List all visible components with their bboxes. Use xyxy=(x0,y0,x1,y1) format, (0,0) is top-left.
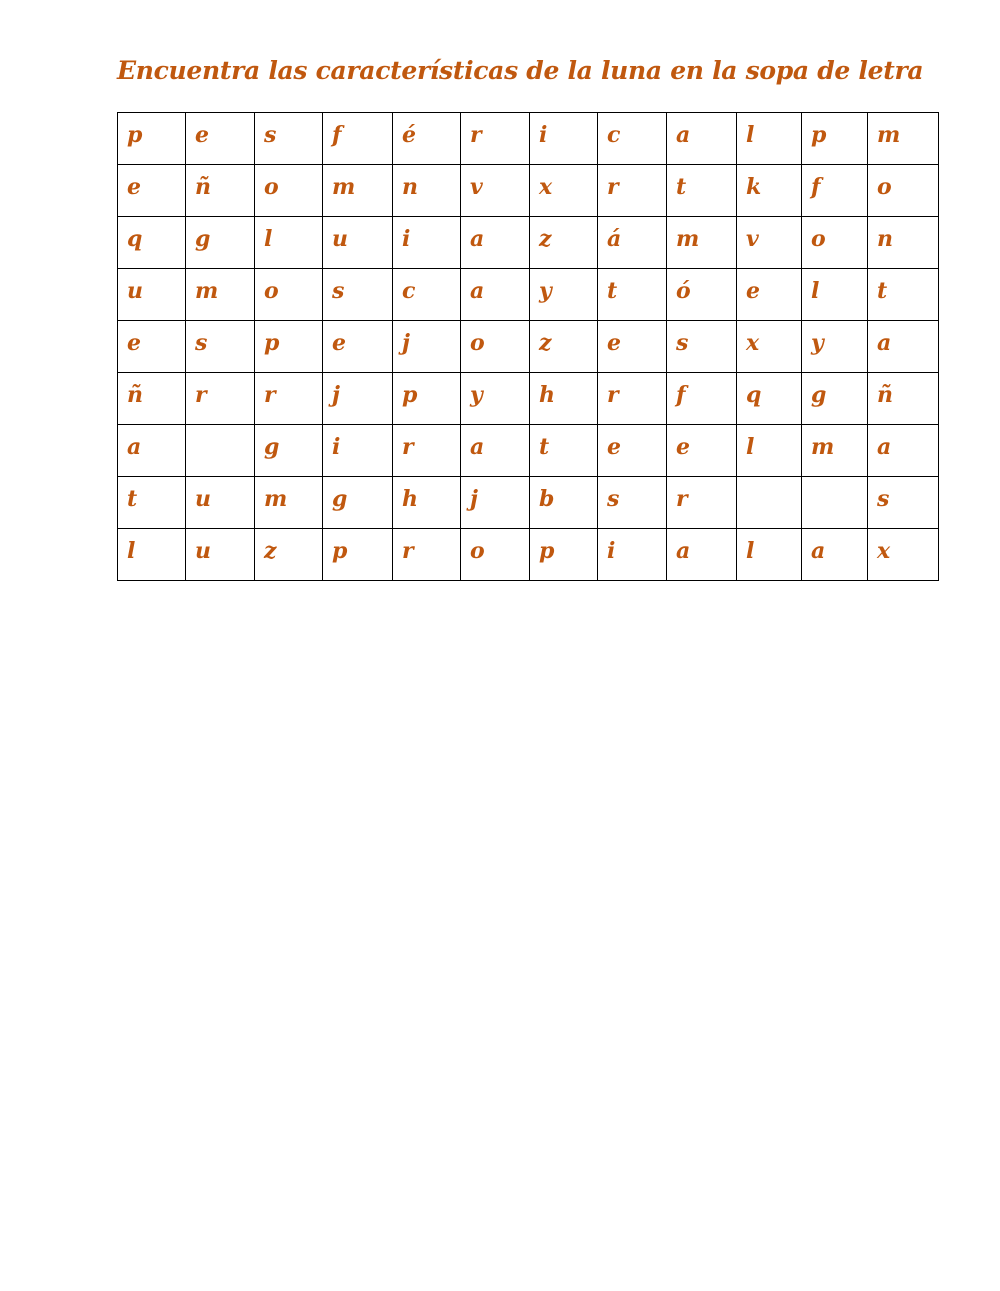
grid-cell[interactable] xyxy=(461,321,530,373)
grid-cell[interactable] xyxy=(255,373,323,425)
grid-letter: m xyxy=(811,433,835,460)
grid-cell[interactable] xyxy=(598,217,667,269)
grid-cell[interactable] xyxy=(323,269,393,321)
grid-cell[interactable] xyxy=(118,269,186,321)
grid-cell[interactable] xyxy=(461,269,530,321)
grid-cell[interactable] xyxy=(802,113,868,165)
grid-cell[interactable] xyxy=(186,425,255,477)
grid-cell[interactable] xyxy=(802,373,868,425)
grid-cell[interactable] xyxy=(598,529,667,581)
grid-cell[interactable] xyxy=(393,477,461,529)
grid-cell[interactable] xyxy=(802,165,868,217)
grid-letter: a xyxy=(470,277,485,304)
grid-letter: ñ xyxy=(195,173,211,200)
grid-cell[interactable] xyxy=(667,373,737,425)
grid-cell[interactable] xyxy=(737,477,802,529)
grid-letter: r xyxy=(264,381,276,408)
grid-letter: v xyxy=(746,225,759,252)
grid-cell[interactable] xyxy=(186,373,255,425)
grid-letter: m xyxy=(332,173,356,200)
grid-cell[interactable] xyxy=(118,217,186,269)
grid-letter: t xyxy=(676,173,687,200)
grid-letter: m xyxy=(195,277,219,304)
grid-cell[interactable] xyxy=(530,321,598,373)
grid-cell[interactable] xyxy=(802,269,868,321)
grid-letter: l xyxy=(746,121,755,148)
grid-letter: n xyxy=(877,225,893,252)
grid-letter: l xyxy=(127,537,136,564)
grid-letter: m xyxy=(264,485,288,512)
grid-letter: o xyxy=(470,537,485,564)
grid-cell[interactable] xyxy=(802,425,868,477)
grid-letter: c xyxy=(402,277,416,304)
grid-cell[interactable] xyxy=(868,113,939,165)
grid-letter: i xyxy=(332,433,341,460)
grid-letter: j xyxy=(332,381,340,408)
grid-cell[interactable] xyxy=(186,477,255,529)
grid-letter: x xyxy=(746,329,760,356)
grid-letter: á xyxy=(607,225,622,252)
grid-cell[interactable] xyxy=(598,373,667,425)
grid-letter: t xyxy=(607,277,618,304)
grid-cell[interactable] xyxy=(186,217,255,269)
grid-cell[interactable] xyxy=(186,113,255,165)
grid-letter: e xyxy=(332,329,346,356)
grid-letter: t xyxy=(127,485,138,512)
grid-row xyxy=(118,217,939,269)
grid-letter: a xyxy=(877,329,892,356)
grid-letter: e xyxy=(676,433,690,460)
grid-letter: y xyxy=(811,329,824,356)
grid-cell[interactable] xyxy=(118,113,186,165)
grid-cell[interactable] xyxy=(737,373,802,425)
grid-row xyxy=(118,269,939,321)
grid-letter: a xyxy=(676,121,691,148)
grid-cell[interactable] xyxy=(323,425,393,477)
grid-cell[interactable] xyxy=(323,477,393,529)
grid-cell[interactable] xyxy=(737,529,802,581)
grid-letter: o xyxy=(877,173,892,200)
grid-cell[interactable] xyxy=(186,165,255,217)
grid-cell[interactable] xyxy=(530,269,598,321)
grid-letter: i xyxy=(607,537,616,564)
grid-cell[interactable] xyxy=(598,113,667,165)
grid-letter: j xyxy=(470,485,478,512)
grid-letter: p xyxy=(811,121,827,148)
grid-letter: e xyxy=(127,329,141,356)
grid-letter: b xyxy=(539,485,555,512)
grid-letter: a xyxy=(877,433,892,460)
grid-cell[interactable] xyxy=(461,477,530,529)
grid-cell[interactable] xyxy=(598,425,667,477)
grid-letter: f xyxy=(676,381,686,408)
grid-cell[interactable] xyxy=(255,217,323,269)
grid-cell[interactable] xyxy=(461,165,530,217)
grid-letter: y xyxy=(539,277,552,304)
grid-cell[interactable] xyxy=(737,425,802,477)
grid-letter: q xyxy=(746,381,762,408)
grid-cell[interactable] xyxy=(598,477,667,529)
grid-cell[interactable] xyxy=(802,321,868,373)
grid-cell[interactable] xyxy=(393,373,461,425)
grid-letter: n xyxy=(402,173,418,200)
grid-cell[interactable] xyxy=(186,269,255,321)
grid-letter: ñ xyxy=(877,381,893,408)
grid-letter: u xyxy=(195,485,211,512)
grid-letter: h xyxy=(539,381,555,408)
grid-cell[interactable] xyxy=(118,373,186,425)
grid-letter: r xyxy=(607,381,619,408)
grid-cell[interactable] xyxy=(868,269,939,321)
grid-letter: g xyxy=(264,433,280,460)
grid-letter: g xyxy=(811,381,827,408)
grid-cell[interactable] xyxy=(186,321,255,373)
grid-letter: s xyxy=(676,329,689,356)
grid-letter: g xyxy=(332,485,348,512)
grid-cell[interactable] xyxy=(667,165,737,217)
grid-letter: l xyxy=(264,225,273,252)
grid-cell[interactable] xyxy=(461,425,530,477)
grid-cell[interactable] xyxy=(255,529,323,581)
grid-cell[interactable] xyxy=(255,113,323,165)
grid-letter: p xyxy=(332,537,348,564)
grid-row xyxy=(118,113,939,165)
grid-cell[interactable] xyxy=(530,425,598,477)
grid-cell[interactable] xyxy=(461,113,530,165)
grid-letter: r xyxy=(607,173,619,200)
grid-letter: u xyxy=(195,537,211,564)
grid-row xyxy=(118,373,939,425)
grid-cell[interactable] xyxy=(255,321,323,373)
grid-cell[interactable] xyxy=(393,425,461,477)
grid-letter: o xyxy=(811,225,826,252)
grid-letter: é xyxy=(402,121,416,148)
grid-cell[interactable] xyxy=(737,165,802,217)
grid-letter: l xyxy=(746,537,755,564)
grid-letter: u xyxy=(332,225,348,252)
grid-letter: u xyxy=(127,277,143,304)
grid-row xyxy=(118,477,939,529)
grid-letter: a xyxy=(470,225,485,252)
grid-letter: s xyxy=(877,485,890,512)
grid-letter: e xyxy=(607,329,621,356)
grid-letter: p xyxy=(402,381,418,408)
grid-letter: s xyxy=(332,277,345,304)
grid-cell[interactable] xyxy=(323,165,393,217)
grid-cell[interactable] xyxy=(255,165,323,217)
grid-letter: z xyxy=(539,329,552,356)
grid-cell[interactable] xyxy=(118,477,186,529)
grid-letter: v xyxy=(470,173,483,200)
grid-cell[interactable] xyxy=(667,269,737,321)
grid-cell[interactable] xyxy=(667,477,737,529)
grid-cell[interactable] xyxy=(598,321,667,373)
grid-cell[interactable] xyxy=(868,217,939,269)
grid-cell[interactable] xyxy=(186,529,255,581)
grid-letter: a xyxy=(470,433,485,460)
grid-cell[interactable] xyxy=(255,477,323,529)
grid-letter: a xyxy=(127,433,142,460)
grid-cell[interactable] xyxy=(118,321,186,373)
grid-letter: m xyxy=(877,121,901,148)
grid-letter: r xyxy=(676,485,688,512)
grid-letter: o xyxy=(470,329,485,356)
page-title: Encuentra las características de la luna en la sopa de letra xyxy=(117,56,924,85)
grid-cell[interactable] xyxy=(118,165,186,217)
grid-cell[interactable] xyxy=(667,321,737,373)
grid-cell[interactable] xyxy=(667,113,737,165)
grid-cell[interactable] xyxy=(255,425,323,477)
grid-cell[interactable] xyxy=(530,477,598,529)
grid-letter: r xyxy=(402,537,414,564)
grid-cell[interactable] xyxy=(393,113,461,165)
grid-cell[interactable] xyxy=(323,321,393,373)
grid-cell[interactable] xyxy=(737,113,802,165)
grid-letter: l xyxy=(746,433,755,460)
grid-letter: r xyxy=(402,433,414,460)
grid-cell[interactable] xyxy=(323,113,393,165)
grid-letter: p xyxy=(539,537,555,564)
grid-cell[interactable] xyxy=(530,217,598,269)
grid-row xyxy=(118,425,939,477)
grid-letter: r xyxy=(195,381,207,408)
grid-letter: c xyxy=(607,121,621,148)
grid-cell[interactable] xyxy=(393,529,461,581)
grid-cell[interactable] xyxy=(461,529,530,581)
grid-cell[interactable] xyxy=(255,269,323,321)
grid-letter: x xyxy=(877,537,891,564)
grid-letter: j xyxy=(402,329,410,356)
grid-letter: ñ xyxy=(127,381,143,408)
grid-letter: m xyxy=(676,225,700,252)
grid-letter: e xyxy=(195,121,209,148)
grid-letter: s xyxy=(264,121,277,148)
grid-cell[interactable] xyxy=(393,217,461,269)
grid-cell[interactable] xyxy=(393,321,461,373)
grid-letter: z xyxy=(539,225,552,252)
grid-cell[interactable] xyxy=(802,217,868,269)
grid-letter: t xyxy=(539,433,550,460)
grid-cell[interactable] xyxy=(393,269,461,321)
grid-cell[interactable] xyxy=(461,373,530,425)
grid-row xyxy=(118,321,939,373)
grid-letter: x xyxy=(539,173,553,200)
grid-letter: e xyxy=(607,433,621,460)
grid-row xyxy=(118,165,939,217)
grid-cell[interactable] xyxy=(530,529,598,581)
grid-cell[interactable] xyxy=(323,373,393,425)
grid-cell[interactable] xyxy=(737,269,802,321)
grid-row xyxy=(118,529,939,581)
grid-cell[interactable] xyxy=(323,217,393,269)
grid-cell[interactable] xyxy=(802,477,868,529)
grid-letter: a xyxy=(811,537,826,564)
grid-letter: f xyxy=(332,121,342,148)
grid-letter: z xyxy=(264,537,277,564)
grid-cell[interactable] xyxy=(868,425,939,477)
grid-letter: q xyxy=(127,225,143,252)
grid-letter: y xyxy=(470,381,483,408)
grid-cell[interactable] xyxy=(868,373,939,425)
grid-letter: p xyxy=(264,329,280,356)
grid-cell[interactable] xyxy=(598,269,667,321)
grid-cell[interactable] xyxy=(118,529,186,581)
grid-cell[interactable] xyxy=(530,113,598,165)
grid-letter: l xyxy=(811,277,820,304)
grid-letter: p xyxy=(127,121,143,148)
grid-cell[interactable] xyxy=(530,165,598,217)
grid-cell[interactable] xyxy=(868,165,939,217)
grid-cell[interactable] xyxy=(598,165,667,217)
grid-cell[interactable] xyxy=(737,217,802,269)
grid-letter: i xyxy=(402,225,411,252)
grid-cell[interactable] xyxy=(461,217,530,269)
grid-cell[interactable] xyxy=(323,529,393,581)
grid-letter: k xyxy=(746,173,762,200)
grid-letter: a xyxy=(676,537,691,564)
grid-letter: t xyxy=(877,277,888,304)
grid-letter: ó xyxy=(676,277,691,304)
grid-cell[interactable] xyxy=(667,425,737,477)
grid-letter: e xyxy=(127,173,141,200)
grid-cell[interactable] xyxy=(868,477,939,529)
grid-cell[interactable] xyxy=(118,425,186,477)
grid-letter: o xyxy=(264,173,279,200)
grid-letter: e xyxy=(746,277,760,304)
grid-cell[interactable] xyxy=(868,529,939,581)
grid-cell[interactable] xyxy=(802,529,868,581)
word-search-grid xyxy=(117,112,939,581)
grid-cell[interactable] xyxy=(667,529,737,581)
grid-letter: s xyxy=(195,329,208,356)
grid-cell[interactable] xyxy=(530,373,598,425)
grid-cell[interactable] xyxy=(393,165,461,217)
grid-letter: f xyxy=(811,173,821,200)
grid-cell[interactable] xyxy=(868,321,939,373)
grid-letter: s xyxy=(607,485,620,512)
grid-letter: i xyxy=(539,121,548,148)
grid-letter: o xyxy=(264,277,279,304)
grid-letter: h xyxy=(402,485,418,512)
grid-cell[interactable] xyxy=(667,217,737,269)
grid-cell[interactable] xyxy=(737,321,802,373)
grid-letter: g xyxy=(195,225,211,252)
grid-letter: r xyxy=(470,121,482,148)
